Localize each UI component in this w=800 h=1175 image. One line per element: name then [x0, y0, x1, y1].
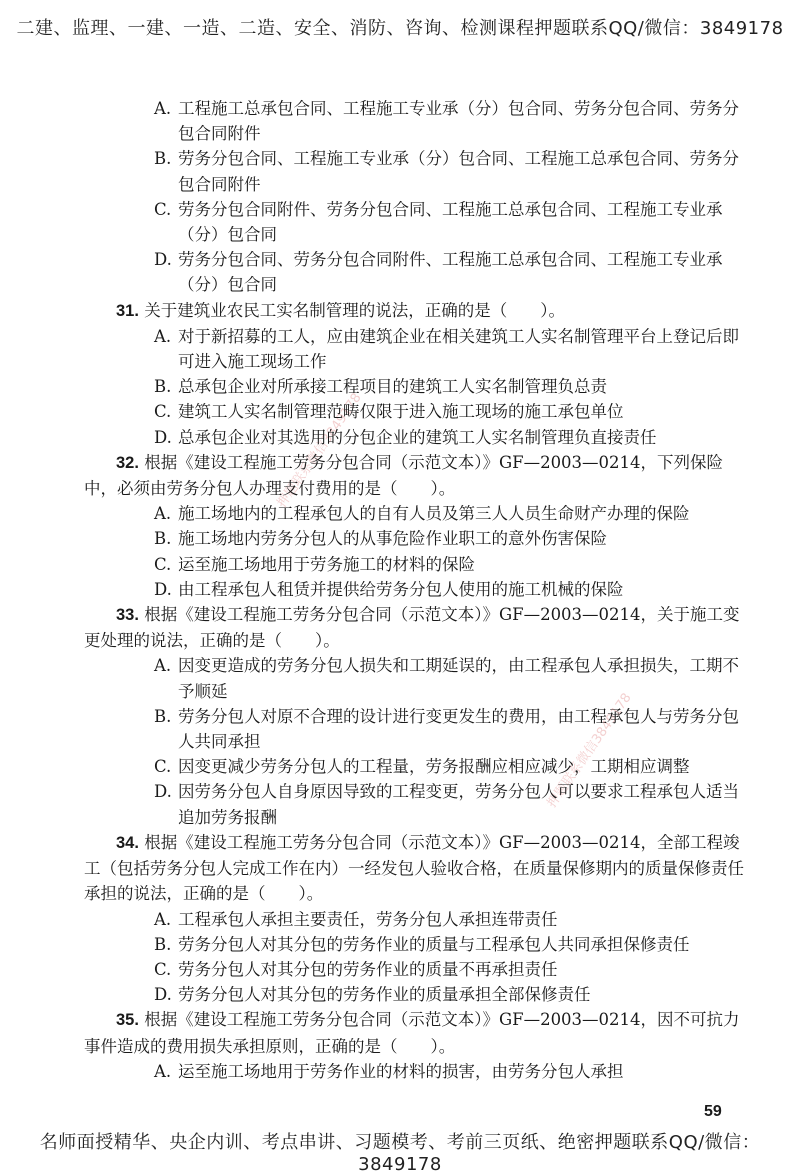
option-text: 运至施工场地用于劳务作业的材料的损害，由劳务分包人承担 — [178, 1061, 624, 1081]
option-text: 因劳务分包人自身原因导致的工程变更，劳务分包人可以要求工程承包人适当追加劳务报酬 — [178, 782, 739, 827]
option-text: 工程承包人承担主要责任，劳务分包人承担连带责任 — [178, 909, 558, 929]
question-stem — [84, 602, 744, 653]
option-text: 运至施工场地用于劳务施工的材料的保险 — [178, 554, 475, 574]
question-stem — [84, 1007, 744, 1058]
answer-option — [58, 779, 744, 829]
option-letter: C. — [154, 959, 172, 979]
answer-option — [58, 425, 744, 450]
question-text: 根据《建设工程施工劳务分包合同（示范文本）》GF—2003—0214，关于施工变更处理的说法，正确的是（ ）。 — [84, 605, 740, 651]
option-text: 总承包企业对所承接工程项目的建筑工人实名制管理负总责 — [178, 377, 607, 397]
question-stem — [84, 830, 744, 907]
option-letter: B. — [154, 706, 172, 726]
option-text: 劳务分包合同、工程施工专业承（分）包合同、工程施工总承包合同、劳务分包合同附件 — [178, 149, 739, 194]
document-body — [84, 96, 744, 1084]
question-number: 32. — [116, 453, 139, 472]
option-text: 施工场地内的工程承包人的自有人员及第三人人员生命财产办理的保险 — [178, 504, 690, 524]
option-text: 劳务分包合同附件、劳务分包合同、工程施工总承包合同、工程施工专业承（分）包合同 — [178, 199, 723, 245]
answer-option — [58, 932, 744, 957]
answer-option — [58, 982, 744, 1007]
question-stem — [84, 450, 744, 501]
question-text: 根据《建设工程施工劳务分包合同（示范文本）》GF—2003—0214，下列保险中，必须由劳务分包人办理支付费用的是（ ）。 — [84, 452, 724, 499]
watermark: 押题联系微信3849178 — [544, 690, 635, 811]
watermark: 押题联系微信3849178 — [274, 390, 365, 511]
option-letter: A. — [154, 99, 172, 118]
question-number: 35. — [116, 1011, 139, 1030]
option-letter: D. — [154, 427, 172, 447]
option-text: 建筑工人实名制管理范畴仅限于进入施工现场的施工承包单位 — [178, 402, 624, 422]
option-letter: B. — [154, 934, 172, 954]
answer-option — [58, 146, 744, 196]
option-text: 劳务分包人对原不合理的设计进行变更发生的费用，由工程承包人与劳务分包人共同承担 — [178, 706, 739, 752]
question-number: 34. — [116, 833, 139, 852]
option-text: 因变更减少劳务分包人的工程量，劳务报酬应相应减少，工期相应调整 — [178, 757, 690, 777]
option-text: 劳务分包人对其分包的劳务作业的质量不再承担责任 — [178, 959, 558, 979]
answer-option — [58, 374, 744, 399]
question-number: 33. — [116, 606, 139, 625]
option-letter: D. — [154, 782, 172, 802]
question-text: 关于建筑业农民工实名制管理的说法，正确的是（ ）。 — [144, 300, 565, 320]
answer-option — [58, 247, 744, 297]
answer-option — [58, 501, 744, 526]
question-text: 根据《建设工程施工劳务分包合同（示范文本）》GF—2003—0214，全部工程竣工（包括劳务分包人完成工作在内）一经发包人验收合格，在质量保修期内的质量保修责任承担的说法，正确的是（ ）。 — [84, 832, 744, 904]
option-letter: B. — [154, 377, 172, 397]
option-letter: A. — [154, 909, 172, 929]
page-header: 二建、监理、一建、一造、二造、安全、消防、咨询、检测课程押题联系QQ/微信：3849178 — [16, 18, 784, 39]
page-number: 59 — [704, 1103, 722, 1120]
page-footer: 名师面授精华、央企内训、考点串讲、习题模考、考前三页纸、绝密押题联系QQ/微信：3849178 — [39, 1132, 761, 1175]
option-letter: D. — [154, 579, 172, 599]
answer-option — [58, 96, 744, 146]
answer-option — [58, 197, 744, 247]
answer-option — [58, 653, 744, 703]
question-text: 根据《建设工程施工劳务分包合同（示范文本）》GF—2003—0214，因不可抗力事件造成的费用损失承担原则，正确的是（ ）。 — [84, 1010, 740, 1056]
answer-option — [58, 552, 744, 577]
option-letter: D. — [154, 250, 172, 270]
option-text: 劳务分包人对其分包的劳务作业的质量与工程承包人共同承担保修责任 — [178, 934, 690, 954]
question-stem — [84, 298, 744, 324]
option-text: 由工程承包人租赁并提供给劳务分包人使用的施工机械的保险 — [178, 579, 624, 599]
option-letter: A. — [154, 1061, 172, 1081]
answer-option — [58, 957, 744, 982]
option-letter: A. — [154, 326, 172, 346]
option-text: 劳务分包合同、劳务分包合同附件、工程施工总承包合同、工程施工专业承（分）包合同 — [178, 250, 723, 295]
option-letter: B. — [154, 149, 172, 169]
option-letter: D. — [154, 985, 172, 1005]
option-text: 工程施工总承包合同、工程施工专业承（分）包合同、劳务分包合同、劳务分包合同附件 — [178, 99, 739, 144]
option-text: 对于新招募的工人，应由建筑企业在相关建筑工人实名制管理平台上登记后即可进入施工现场工作 — [178, 326, 739, 372]
answer-option — [58, 754, 744, 779]
answer-option — [58, 399, 744, 424]
option-letter: A. — [154, 656, 172, 676]
option-text: 劳务分包人对其分包的劳务作业的质量承担全部保修责任 — [178, 985, 591, 1005]
option-letter: C. — [154, 554, 172, 574]
answer-option — [58, 1059, 744, 1084]
option-letter: C. — [154, 402, 172, 422]
option-text: 总承包企业对其选用的分包企业的建筑工人实名制管理负直接责任 — [178, 427, 657, 447]
question-number: 31. — [116, 301, 139, 320]
option-letter: A. — [154, 504, 172, 524]
answer-option — [58, 704, 744, 754]
answer-option — [58, 526, 744, 551]
option-letter: C. — [154, 199, 172, 219]
option-letter: B. — [154, 529, 172, 549]
answer-option — [58, 324, 744, 374]
option-text: 施工场地内劳务分包人的从事危险作业职工的意外伤害保险 — [178, 529, 607, 549]
answer-option — [58, 907, 744, 932]
option-text: 因变更造成的劳务分包人损失和工期延误的，由工程承包人承担损失，工期不予顺延 — [178, 656, 739, 701]
answer-option — [58, 577, 744, 602]
option-letter: C. — [154, 757, 172, 777]
